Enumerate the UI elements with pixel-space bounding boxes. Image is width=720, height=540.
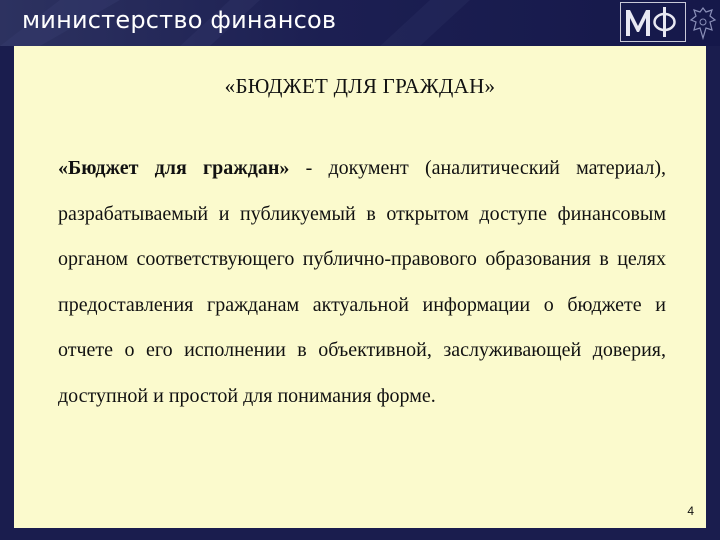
page-number: 4 bbox=[687, 504, 694, 518]
lead-term: «Бюджет для граждан» bbox=[58, 157, 290, 179]
header-bar bbox=[0, 0, 720, 46]
slide-title: «БЮДЖЕТ ДЛЯ ГРАЖДАН» bbox=[224, 74, 496, 98]
definition-paragraph bbox=[58, 146, 666, 419]
frame-bottom bbox=[0, 528, 720, 540]
definition-text: - документ (аналитический материал), разрабатываемый и публикуемый в открытом доступе финансовым органом соответствующего публично-правового образования в целях предоставления гражданам актуальной информации о бюджете и отчете о его исполнении в объективной, заслуживающей доверия, доступной и простой для понимания форме. bbox=[58, 157, 666, 407]
mf-logo-icon bbox=[620, 2, 686, 42]
slide-panel bbox=[14, 46, 706, 528]
frame-left bbox=[0, 46, 14, 540]
double-headed-eagle-emblem-icon bbox=[688, 4, 718, 42]
frame-right bbox=[706, 46, 720, 540]
ministry-label: министерство финансов bbox=[22, 6, 337, 34]
